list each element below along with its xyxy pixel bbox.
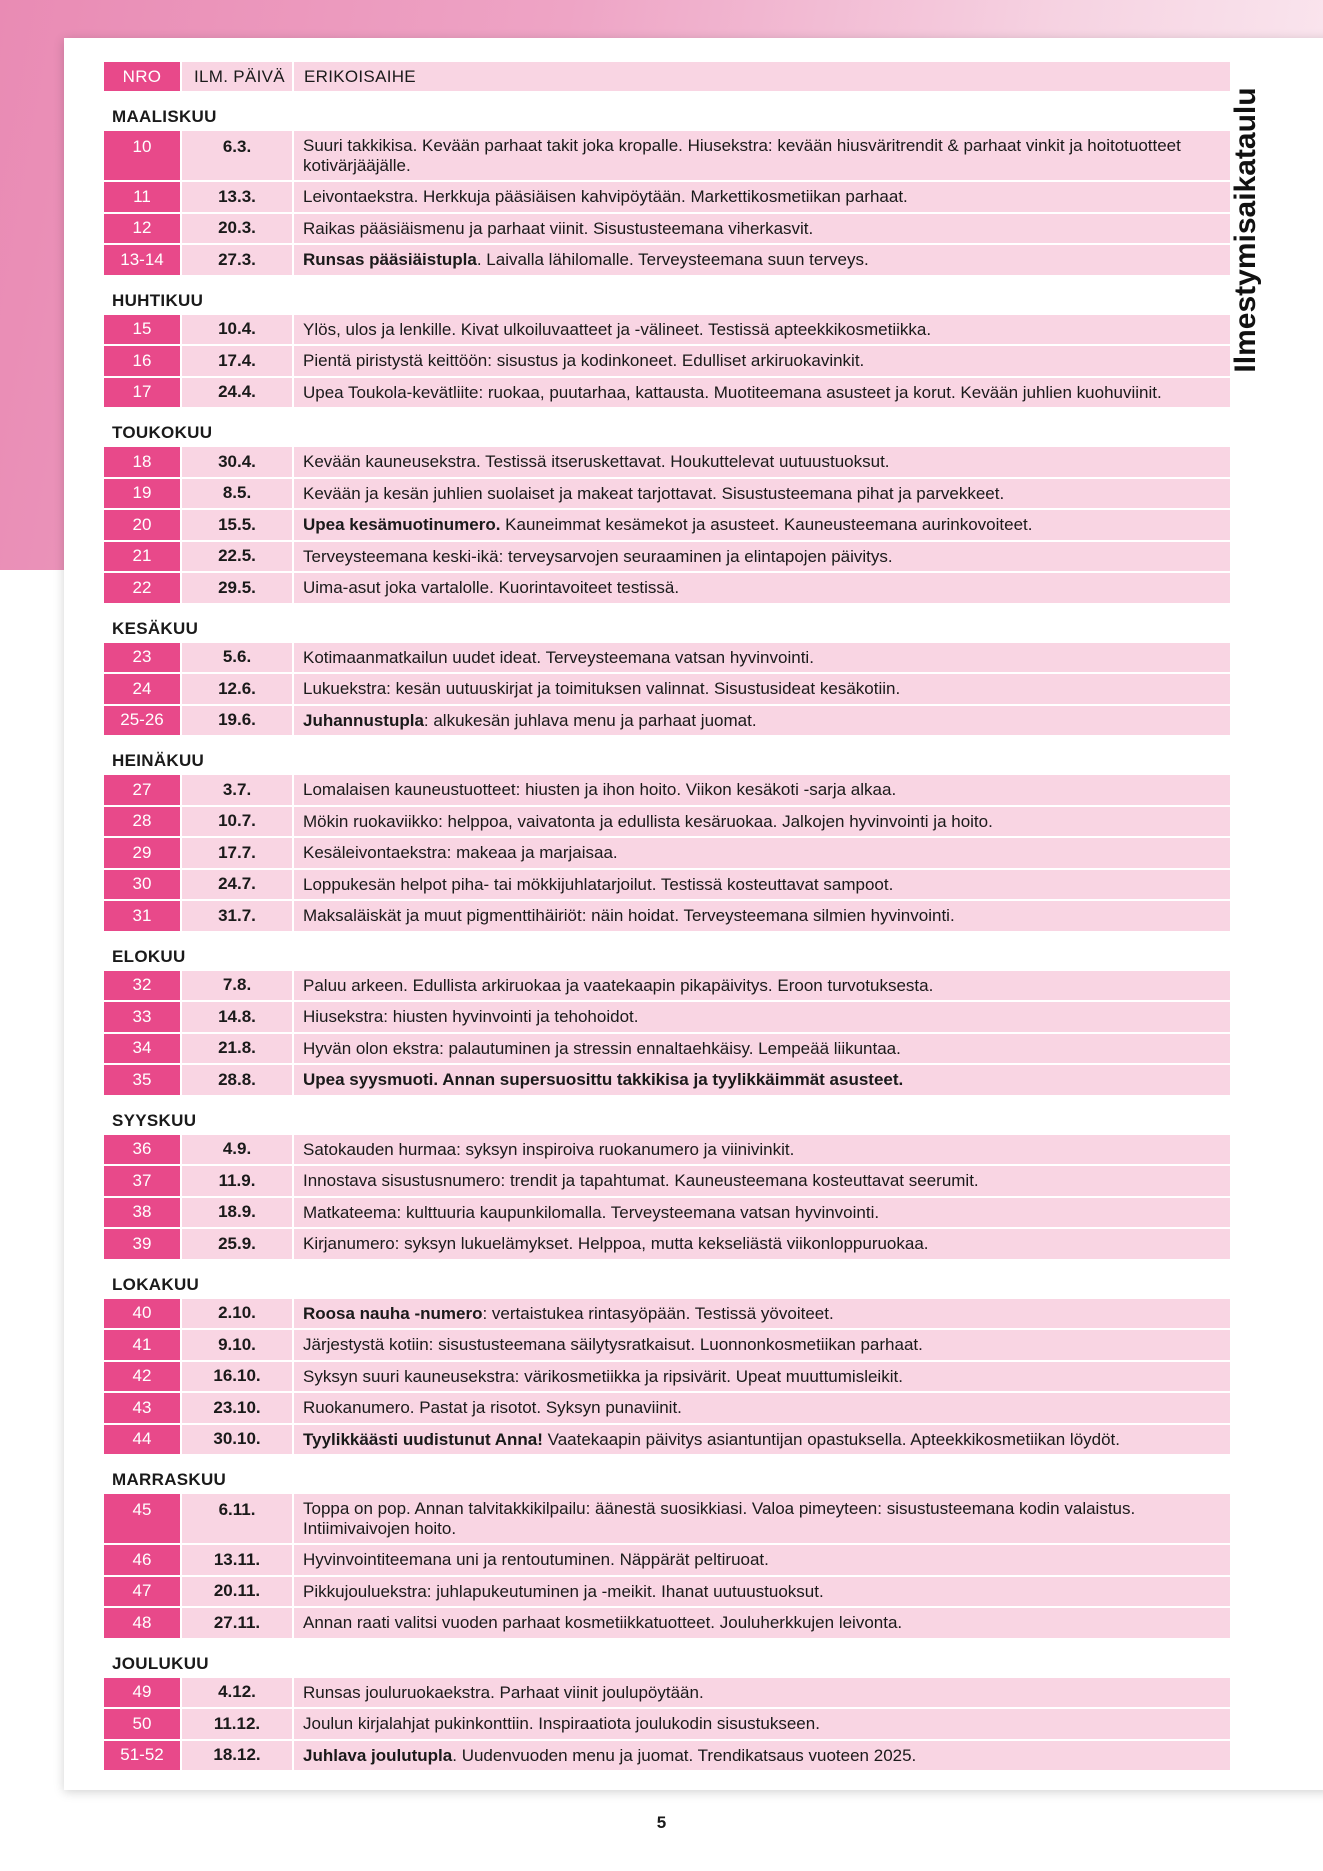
issue-number: 35 [104,1065,180,1095]
issue-topic [294,971,1230,1001]
issue-topic [294,378,1230,408]
topic-highlight: Upea kesämuotinumero. [303,515,501,534]
table-header [104,62,1230,91]
issue-topic [294,479,1230,509]
table-row [104,214,1230,244]
issue-date: 15.5. [182,510,292,540]
issue-topic [294,1494,1230,1543]
issue-number: 40 [104,1299,180,1329]
topic-text: Järjestystä kotiin: sisustusteemana säilytysratkaisut. Luonnonkosmetiikan parhaat. [303,1335,923,1354]
issue-date: 31.7. [182,901,292,931]
header-date: ILM. PÄIVÄ [182,62,292,91]
topic-text: Suuri takkikisa. Kevään parhaat takit joka kropalle. Hiusekstra: kevään hiusväritrendit & parhaat vinkit ja hoitotuotteet kotivärjääjälle. [303,136,1181,175]
issue-topic [294,1425,1230,1455]
topic-text: Terveysteemana keski-ikä: terveysarvojen seuraaminen ja elintapojen päivitys. [303,546,893,566]
table-row [104,510,1230,540]
topic-text: Loppukesän helpot piha- tai mökkijuhlatarjoilut. Testissä kosteuttavat sampoot. [303,874,894,894]
table-row [104,1393,1230,1423]
issue-number: 22 [104,573,180,603]
issue-number: 47 [104,1577,180,1607]
issue-number: 36 [104,1135,180,1165]
topic-text: : alkukesän juhlava menu ja parhaat juomat. [423,710,757,730]
issue-date: 24.7. [182,870,292,900]
schedule-card [64,38,1323,1790]
issue-topic [294,346,1230,376]
issue-number: 10 [104,131,180,180]
issue-topic [294,1393,1230,1423]
topic-text: : vertaistukea rintasyöpään. Testissä yövoiteet. [482,1303,834,1323]
issue-date: 9.10. [182,1330,292,1360]
issue-date: 13.11. [182,1545,292,1575]
topic-text: Hiusekstra: hiusten hyvinvointi ja tehohoidot. [303,1007,639,1026]
topic-text: Ylös, ulos ja lenkille. Kivat ulkoiluvaatteet ja -välineet. Testissä apteekkikosmetiikka. [303,319,932,339]
issue-topic [294,901,1230,931]
issue-topic [294,542,1230,572]
issue-date: 18.9. [182,1198,292,1228]
month-heading: MAALISKUU [112,107,217,126]
issue-date: 5.6. [182,643,292,673]
topic-text: Mökin ruokaviikko: helppoa, vaivatonta ja edullista kesäruokaa. Jalkojen hyvinvointi ja hoito. [303,811,993,831]
table-row [104,315,1230,345]
issue-date: 10.7. [182,807,292,837]
table-row [104,182,1230,212]
table-row [104,775,1230,805]
topic-text: Kotimaanmatkailun uudet ideat. Terveysteemana vatsan hyvinvointi. [303,647,814,667]
issue-topic [294,1577,1230,1607]
topic-text: Raikas pääsiäismenu ja parhaat viinit. Sisustusteemana viherkasvit. [303,218,814,238]
issue-date: 6.3. [182,131,292,180]
issue-number: 37 [104,1166,180,1196]
table-row [104,1678,1230,1708]
issue-number: 42 [104,1362,180,1392]
issue-topic [294,1741,1230,1771]
issue-date: 12.6. [182,674,292,704]
topic-text: Pientä piristystä keittöön: sisustus ja kodinkoneet. Edulliset arkiruokavinkit. [303,351,865,370]
table-row [104,643,1230,673]
issue-number: 12 [104,214,180,244]
topic-highlight: Upea syysmuoti. Annan supersuosittu takkikisa ja tyylikkäimmät asusteet. [303,1070,904,1089]
issue-topic [294,807,1230,837]
table-row [104,447,1230,477]
month-heading: TOUKOKUU [112,423,213,442]
topic-text: Hyvinvointiteemana uni ja rentoutuminen. Näppärät peltiruoat. [303,1550,769,1569]
issue-topic [294,182,1230,212]
issue-number: 48 [104,1608,180,1638]
table-row [104,1494,1230,1543]
table-row [104,479,1230,509]
issue-topic [294,315,1230,345]
issue-topic [294,131,1230,180]
topic-text: Kevään ja kesän juhlien suolaiset ja makeat tarjottavat. Sisustusteemana pihat ja parvekkeet. [303,483,1005,503]
topic-text: . Laivalla lähilomalle. Terveysteemana suun terveys. [476,250,869,269]
table-row [104,1002,1230,1032]
issue-date: 18.12. [182,1741,292,1771]
topic-text: Joulun kirjalahjat pukinkonttiin. Inspiraatiota joulukodin sisustukseen. [303,1714,820,1733]
issue-number: 16 [104,346,180,376]
issue-topic [294,573,1230,603]
issue-date: 11.12. [182,1709,292,1739]
issue-date: 20.11. [182,1577,292,1607]
issue-date: 23.10. [182,1393,292,1423]
issue-topic [294,1229,1230,1259]
table-row [104,542,1230,572]
month-heading: KESÄKUU [112,618,199,638]
table-row [104,706,1230,736]
issue-date: 29.5. [182,573,292,603]
issue-date: 30.10. [182,1425,292,1455]
issue-date: 11.9. [182,1166,292,1196]
issue-date: 27.11. [182,1608,292,1638]
issue-date: 25.9. [182,1229,292,1259]
header-topic: ERIKOISAIHE [294,62,1230,91]
topic-text: Hyvän olon ekstra: palautuminen ja stressin ennaltaehkäisy. Lempeää liikuntaa. [303,1038,901,1058]
issue-date: 13.3. [182,182,292,212]
topic-text: Maksaläiskät ja muut pigmenttihäiriöt: näin hoidat. Terveysteemana silmien hyvinvointi. [303,906,955,925]
topic-text: Matkateema: kulttuuria kaupunkilomalla. Terveysteemana vatsan hyvinvointi. [303,1202,880,1222]
issue-topic [294,1198,1230,1228]
issue-topic [294,1299,1230,1329]
topic-highlight: Juhannustupla [303,710,424,730]
issue-number: 24 [104,674,180,704]
topic-text: Toppa on pop. Annan talvitakkikilpailu: äänestä suosikkiasi. Valoa pimeyteen: sisustusteemana kodin valaistus. Intiimivaivojen hoito. [303,1499,1136,1538]
issue-date: 10.4. [182,315,292,345]
issue-number: 49 [104,1678,180,1708]
table-row [104,1229,1230,1259]
table-row [104,901,1230,931]
issue-date: 24.4. [182,378,292,408]
issue-topic [294,1709,1230,1739]
table-row [104,971,1230,1001]
issue-date: 6.11. [182,1494,292,1543]
issue-number: 30 [104,870,180,900]
issue-date: 27.3. [182,245,292,275]
topic-highlight: Roosa nauha -numero [303,1303,483,1323]
issue-date: 17.7. [182,838,292,868]
issue-date: 17.4. [182,346,292,376]
topic-text: Uima-asut joka vartalolle. Kuorintavoiteet testissä. [303,578,680,597]
issue-number: 25-26 [104,706,180,736]
issue-topic [294,1065,1230,1095]
issue-number: 39 [104,1229,180,1259]
issue-topic [294,510,1230,540]
topic-highlight: Tyylikkäästi uudistunut Anna! [303,1429,543,1449]
issue-number: 29 [104,838,180,868]
issue-number: 34 [104,1034,180,1064]
issue-topic [294,447,1230,477]
issue-number: 13-14 [104,245,180,275]
month-heading: MARRASKUU [112,1470,227,1489]
issue-date: 19.6. [182,706,292,736]
issue-date: 8.5. [182,479,292,509]
topic-text: Satokauden hurmaa: syksyn inspiroiva ruokanumero ja viinivinkit. [303,1139,795,1159]
month-heading: LOKAKUU [112,1274,200,1294]
topic-text: Syksyn suuri kauneusekstra: värikosmetiikka ja ripsivärit. Upeat muuttumisleikit. [303,1366,903,1386]
issue-topic [294,775,1230,805]
issue-number: 32 [104,971,180,1001]
issue-topic [294,643,1230,673]
issue-topic [294,838,1230,868]
table-row [104,1135,1230,1165]
topic-text: Kauneimmat kesämekot ja asusteet. Kauneusteemana aurinkovoiteet. [500,515,1033,534]
table-row [104,870,1230,900]
issue-topic [294,1678,1230,1708]
table-row [104,131,1230,180]
issue-number: 43 [104,1393,180,1423]
issue-number: 28 [104,807,180,837]
table-row [104,1545,1230,1575]
topic-text: Leivontaekstra. Herkkuja pääsiäisen kahvipöytään. Markettikosmetiikan parhaat. [303,187,908,206]
table-row [104,1034,1230,1064]
issue-topic [294,1002,1230,1032]
table-row [104,1709,1230,1739]
issue-topic [294,1166,1230,1196]
table-row [104,1166,1230,1196]
table-row [104,378,1230,408]
issue-topic [294,1034,1230,1064]
issue-date: 16.10. [182,1362,292,1392]
issue-date: 21.8. [182,1034,292,1064]
table-row [104,1577,1230,1607]
issue-date: 4.9. [182,1135,292,1165]
issue-topic [294,1362,1230,1392]
table-row [104,1608,1230,1638]
issue-date: 28.8. [182,1065,292,1095]
topic-text: Kevään kauneusekstra. Testissä itseruskettavat. Houkuttelevat uutuustuoksut. [303,452,890,471]
issue-number: 17 [104,378,180,408]
side-title: Ilmestymisaikataulu [1229,87,1262,373]
issue-number: 23 [104,643,180,673]
issue-topic [294,245,1230,275]
table-row [104,1299,1230,1329]
table-row [104,1425,1230,1455]
issue-number: 44 [104,1425,180,1455]
issue-number: 27 [104,775,180,805]
issue-topic [294,706,1230,736]
topic-text: Innostava sisustusnumero: trendit ja tapahtumat. Kauneusteemana kosteuttavat seerumit. [303,1171,979,1190]
month-heading: JOULUKUU [112,1653,209,1673]
month-heading: ELOKUU [112,946,186,966]
topic-text: Ruokanumero. Pastat ja risotot. Syksyn punaviinit. [303,1398,682,1417]
table-row [104,674,1230,704]
table-row [104,1065,1230,1095]
table-row [104,838,1230,868]
page-number: 5 [656,1813,667,1832]
table-row [104,1330,1230,1360]
topic-text: Paluu arkeen. Edullista arkiruokaa ja vaatekaapin pikapäivitys. Eroon turvotuksesta. [303,975,934,995]
issue-number: 31 [104,901,180,931]
issue-number: 15 [104,315,180,345]
issue-date: 3.7. [182,775,292,805]
topic-text: Annan raati valitsi vuoden parhaat kosmetiikkatuotteet. Jouluherkkujen leivonta. [303,1613,903,1632]
topic-text: Kesäleivontaekstra: makeaa ja marjaisaa. [303,843,618,862]
issue-date: 30.4. [182,447,292,477]
topic-text: Lomalaisen kauneustuotteet: hiusten ja ihon hoito. Viikon kesäkoti -sarja alkaa. [303,780,897,799]
table-row [104,346,1230,376]
month-heading: HUHTIKUU [112,290,204,310]
issue-number: 50 [104,1709,180,1739]
issue-topic [294,1330,1230,1360]
issue-topic [294,1608,1230,1638]
topic-text: . Uudenvuoden menu ja juomat. Trendikatsaus vuoteen 2025. [452,1745,917,1765]
topic-text: Kirjanumero: syksyn lukuelämykset. Helppoa, mutta kekseliästä viikonloppuruokaa. [303,1234,929,1253]
issue-number: 45 [104,1494,180,1543]
issue-number: 33 [104,1002,180,1032]
issue-date: 22.5. [182,542,292,572]
issue-number: 11 [104,182,180,212]
table-row [104,1741,1230,1771]
issue-number: 19 [104,479,180,509]
issue-number: 38 [104,1198,180,1228]
header-nro: NRO [104,62,180,91]
issue-date: 20.3. [182,214,292,244]
issue-number: 41 [104,1330,180,1360]
issue-number: 18 [104,447,180,477]
table-row [104,1362,1230,1392]
topic-text: Pikkujouluekstra: juhlapukeutuminen ja -meikit. Ihanat uutuustuoksut. [303,1581,824,1601]
issue-number: 51-52 [104,1741,180,1771]
issue-date: 2.10. [182,1299,292,1329]
issue-number: 21 [104,542,180,572]
issue-topic [294,1545,1230,1575]
topic-highlight: Runsas pääsiäistupla [303,250,477,269]
month-heading: HEINÄKUU [112,751,205,770]
table-row [104,573,1230,603]
issue-number: 20 [104,510,180,540]
issue-topic [294,674,1230,704]
issue-number: 46 [104,1545,180,1575]
table-row [104,807,1230,837]
topic-text: Runsas jouluruokaekstra. Parhaat viinit joulupöytään. [303,1682,704,1702]
topic-text: Lukuekstra: kesän uutuuskirjat ja toimituksen valinnat. Sisustusideat kesäkotiin. [303,679,901,698]
table-row [104,245,1230,275]
topic-text: Upea Toukola-kevätliite: ruokaa, puutarhaa, kattausta. Muotiteemana asusteet ja korut. Kevään juhlien kuohuviinit. [303,382,1162,402]
topic-text: Vaatekaapin päivitys asiantuntijan opastuksella. Apteekkikosmetiikan löydöt. [542,1429,1121,1449]
schedule-table [104,62,1230,1772]
month-heading: SYYSKUU [112,1110,197,1130]
table-row [104,1198,1230,1228]
issue-topic [294,1135,1230,1165]
issue-topic [294,870,1230,900]
issue-date: 4.12. [182,1678,292,1708]
issue-topic [294,214,1230,244]
issue-date: 7.8. [182,971,292,1001]
issue-date: 14.8. [182,1002,292,1032]
topic-highlight: Juhlava joulutupla [303,1745,453,1765]
